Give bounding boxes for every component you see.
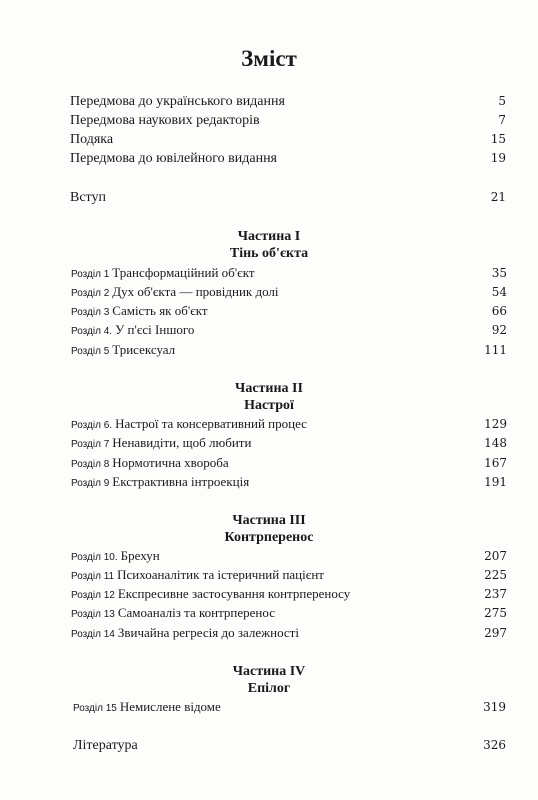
chapter-number: Розділ 1: [71, 269, 110, 280]
chapter-number: Розділ 11: [71, 571, 115, 582]
toc-entry-page: 15: [490, 132, 506, 146]
chapter-number: Розділ 7: [71, 439, 110, 450]
toc-chapter[interactable]: [73, 699, 506, 717]
chapter-title: Нормотична хвороба: [112, 455, 229, 470]
part-subtitle: Контрперенос: [224, 530, 314, 545]
toc-entry[interactable]: [70, 190, 506, 208]
part-heading: Частина II: [235, 381, 303, 396]
chapter-page: 111: [484, 343, 507, 357]
chapter-page: 35: [491, 266, 507, 280]
chapter-page: 54: [491, 285, 507, 299]
chapter-title: Трисексуал: [112, 342, 176, 357]
toc-chapter[interactable]: [71, 342, 507, 360]
chapter-page: 237: [484, 587, 507, 601]
toc-chapter[interactable]: [71, 474, 507, 492]
toc-chapter[interactable]: [71, 455, 507, 473]
chapter-title: Дух об'єкта — провідник долі: [112, 284, 279, 299]
chapter-title: Психоаналітик та істеричний пацієнт: [117, 567, 324, 582]
chapter-title: Експресивне застосування контрпереносу: [117, 586, 351, 601]
toc-entry-label: Передмова до українського видання: [70, 94, 285, 109]
toc-chapter[interactable]: [71, 416, 507, 434]
chapter-page: 319: [483, 700, 506, 714]
toc-entry-page: 5: [498, 94, 506, 108]
chapter-page: 191: [484, 475, 507, 489]
toc-chapter[interactable]: [71, 265, 507, 283]
chapter-number: Розділ 13: [71, 609, 115, 620]
part-subtitle: Епілог: [247, 681, 291, 696]
chapter-page: 275: [484, 606, 507, 620]
chapter-page: 148: [484, 436, 507, 450]
chapter-page: 167: [484, 456, 507, 470]
chapter-number: Розділ 2: [71, 288, 110, 299]
toc-entry-label: Подяка: [70, 132, 114, 147]
chapter-title: Звичайна регресія до залежності: [117, 625, 299, 640]
toc-entry[interactable]: [70, 151, 506, 169]
chapter-number: Розділ 8: [71, 459, 110, 470]
toc-entry-label: Передмова наукових редакторів: [70, 113, 260, 128]
chapter-number: Розділ 3: [71, 307, 110, 318]
toc-chapter[interactable]: [71, 435, 507, 453]
chapter-number: Розділ 4.: [71, 326, 113, 337]
part-subtitle: Настрої: [244, 398, 294, 413]
chapter-title: У п'єсі Іншого: [115, 322, 195, 337]
toc-entry-label: Вступ: [70, 190, 106, 205]
toc-chapter[interactable]: [71, 284, 507, 302]
page-title: Зміст: [241, 46, 297, 71]
chapter-number: Розділ 15: [73, 703, 117, 714]
toc-entry-page: 7: [498, 113, 506, 127]
part-heading: Частина I: [237, 229, 301, 244]
part-subtitle: Тінь об'єкта: [229, 246, 309, 261]
chapter-title: Трансформаційний об'єкт: [112, 265, 255, 280]
chapter-number: Розділ 10.: [71, 552, 118, 563]
toc-entry-page: 19: [490, 151, 506, 165]
chapter-title: Екстрактивна інтроекція: [112, 474, 250, 489]
chapter-number: Розділ 14: [71, 629, 115, 640]
toc-entry[interactable]: [70, 113, 506, 131]
toc-entry[interactable]: [70, 94, 506, 112]
chapter-page: 66: [491, 304, 507, 318]
chapter-number: Розділ 5: [71, 346, 110, 357]
part-heading: Частина III: [232, 513, 306, 528]
chapter-page: 225: [484, 568, 507, 582]
part-heading: Частина IV: [232, 664, 306, 679]
chapter-title: Ненавидіти, щоб любити: [112, 435, 252, 450]
chapter-page: 207: [484, 549, 507, 563]
chapter-number: Розділ 6.: [71, 420, 113, 431]
toc-entry-label: Література: [73, 738, 138, 753]
toc-chapter[interactable]: [71, 303, 507, 321]
chapter-page: 92: [491, 323, 507, 337]
chapter-title: Брехун: [120, 548, 160, 563]
toc-entry-page: 326: [483, 738, 506, 752]
toc-chapter[interactable]: [71, 605, 507, 623]
toc-chapter[interactable]: [71, 625, 507, 643]
toc-chapter[interactable]: [71, 322, 507, 340]
chapter-title: Самість як об'єкт: [112, 303, 208, 318]
chapter-number: Розділ 12: [71, 590, 115, 601]
chapter-page: 297: [484, 626, 507, 640]
toc-chapter[interactable]: [71, 548, 507, 566]
chapter-number: Розділ 9: [71, 478, 110, 489]
toc-entry[interactable]: [73, 738, 506, 756]
toc-entry-label: Передмова до ювілейного видання: [70, 151, 277, 166]
toc-entry[interactable]: [70, 132, 506, 150]
chapter-title: Немислене відоме: [119, 699, 221, 714]
chapter-title: Самоаналіз та контрперенос: [117, 605, 275, 620]
chapter-title: Настрої та консервативний процес: [115, 416, 307, 431]
chapter-page: 129: [484, 417, 507, 431]
toc-chapter[interactable]: [71, 567, 507, 585]
toc-chapter[interactable]: [71, 586, 507, 604]
toc-entry-page: 21: [490, 190, 506, 204]
